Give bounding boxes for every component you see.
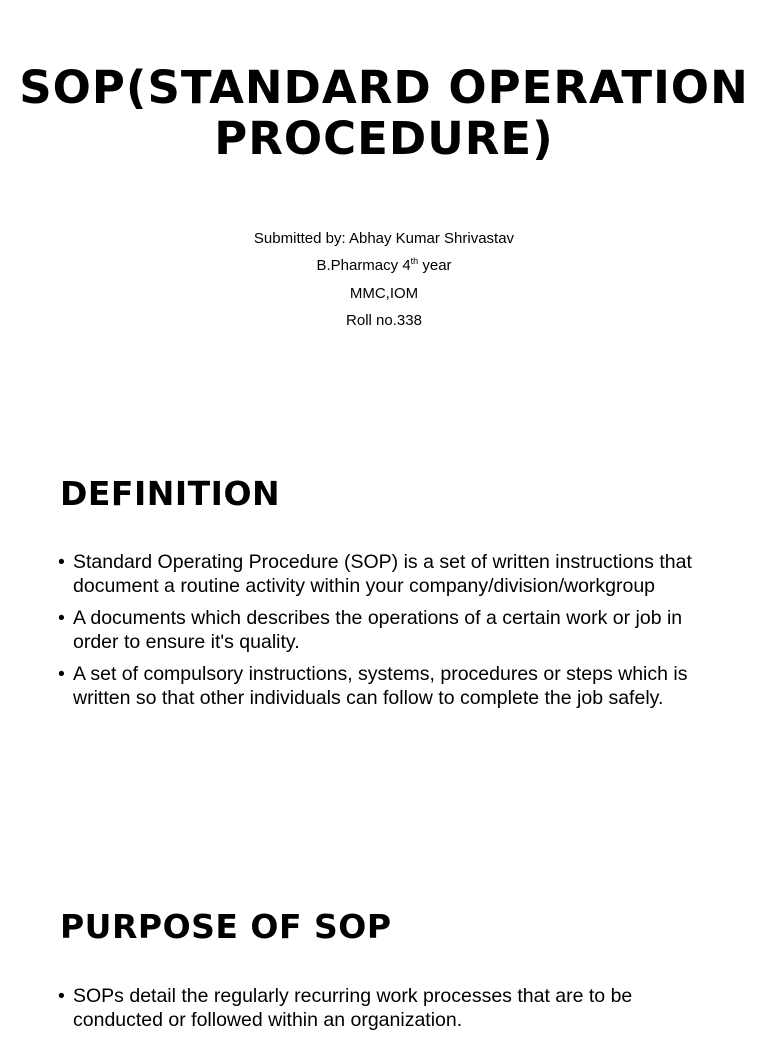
submitted-by: Submitted by: Abhay Kumar Shrivastav xyxy=(253,230,515,247)
roll-number: Roll no.338 xyxy=(346,311,422,329)
presentation-title: SOP(STANDARD OPERATION PROCEDURE) xyxy=(19,61,749,165)
title-slide xyxy=(0,0,768,384)
bullet-text: Standard Operating Procedure (SOP) is a set of written instructions that document a routine activity within your company/division/workgroup xyxy=(73,551,692,597)
subtitle-block xyxy=(0,228,768,337)
purpose-heading: PURPOSE OF SOP xyxy=(60,907,392,946)
bullet-icon: • xyxy=(58,985,65,1007)
course-superscript: th xyxy=(410,256,419,267)
definition-bullet xyxy=(58,550,708,598)
bullet-text: A set of compulsory instructions, systems, procedures or steps which is written so that other individuals can follow to complete the job safely. xyxy=(73,663,688,709)
definition-heading: DEFINITION xyxy=(60,474,281,513)
bullet-icon: • xyxy=(58,663,65,685)
bullet-text: SOPs detail the regularly recurring work processes that are to be conducted or followed within an organization. xyxy=(73,985,633,1031)
bullet-icon: • xyxy=(58,607,65,629)
purpose-bullet-list xyxy=(58,984,708,1040)
institute: MMC,IOM xyxy=(349,284,419,302)
purpose-bullet xyxy=(58,984,708,1032)
course-prefix: B.Pharmacy 4 xyxy=(316,257,411,275)
definition-bullet xyxy=(58,606,708,654)
bullet-icon: • xyxy=(58,551,65,573)
bullet-text: A documents which describes the operations of a certain work or job in order to ensure it's quality. xyxy=(73,607,683,653)
course-suffix: year xyxy=(418,257,452,275)
definition-bullet-list xyxy=(58,550,708,718)
course-line xyxy=(0,255,768,282)
definition-bullet xyxy=(58,662,708,710)
